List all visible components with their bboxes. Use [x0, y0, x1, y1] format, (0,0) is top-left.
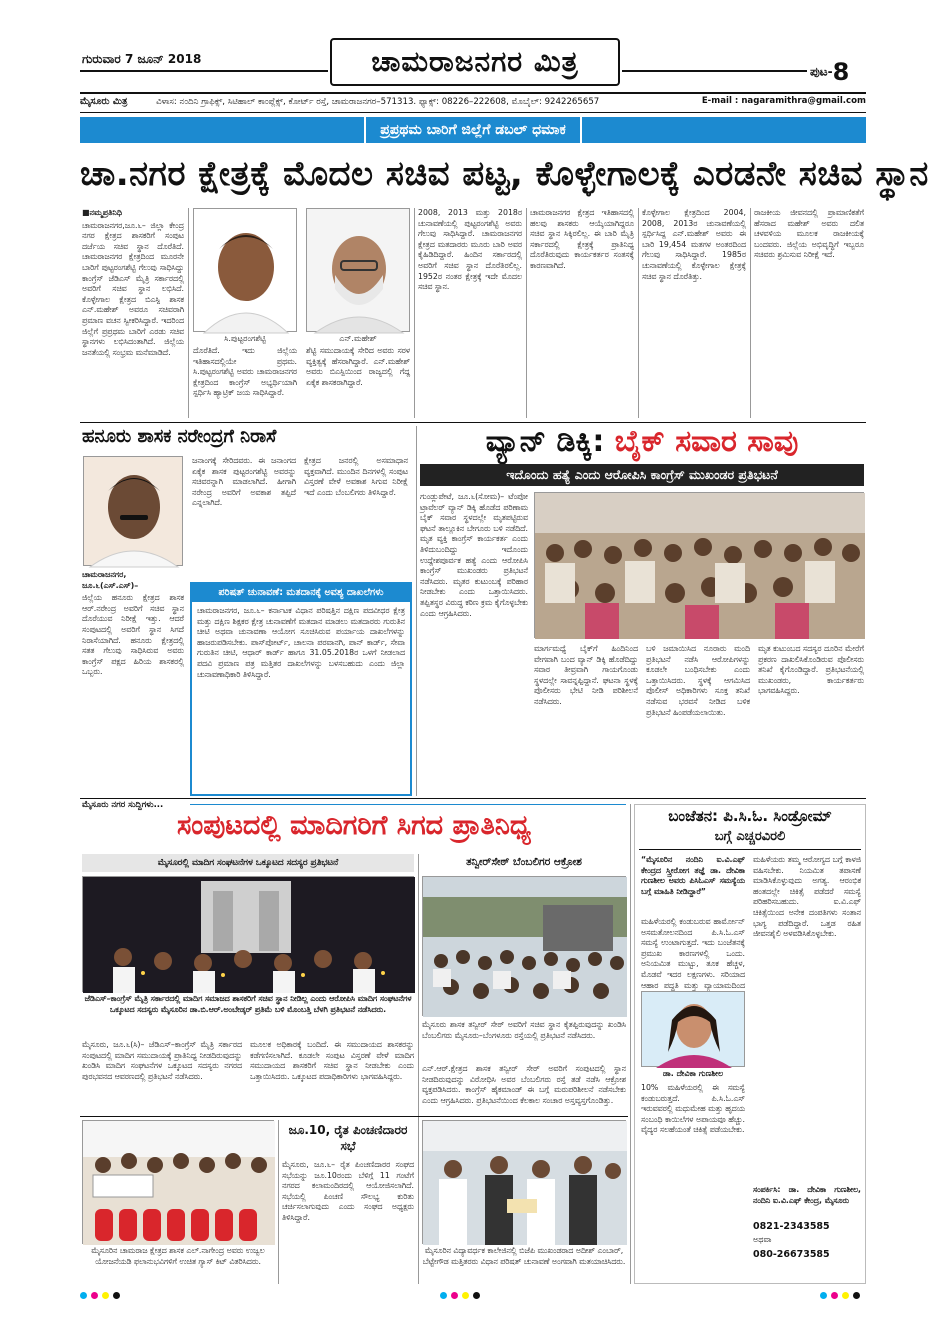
rally-text: ಮೈಸೂರು, ಜೂ.೬– ರೈತ ಪಿಂಚಣಿದಾರರ ಸಂಘದ ಸಭೆಯನ್ನು ಜೂ.10ರಂದು ಬೆಳಿಗ್ಗೆ 11 ಗಂಟೆಗೆ ನಗರದ ಕಲಾಮಂದಿರದಲ್ಲಿ ಆಯೋಜಿಸಲಾಗಿದೆ. ಸಭೆಯಲ್ಲಿ ಪಿಂಚಣಿ ಸೌಲಭ್ಯ ಕುರಿತು ಚರ್ಚಿಸಲಾಗುವುದು ಎಂದು ಸಂಘದ ಅಧ್ಯಕ್ಷರು ತಿಳಿಸಿದ್ದಾರೆ.: [282, 1160, 414, 1222]
tanveer-protest-photo: [422, 876, 626, 1016]
section-col-rule: [278, 1120, 279, 1284]
tanveer-headline: ತನ್ವೀರ್‌ಸೇಠ್ ಬೆಂಬಲಿಗರ ಆಕ್ರೋಶ: [466, 856, 582, 868]
cylinder-distribution-photo-icon: [83, 1121, 275, 1245]
accident-col-3: ಬಳಿ ಜಮಾಯಿಸಿದ ನೂರಾರು ಮಂದಿ ಪ್ರತಿಭಟನೆ ನಡೆಸಿ ಆರೋಪಿಗಳನ್ನು ಕೂಡಲೇ ಬಂಧಿಸಬೇಕು ಎಂದು ಒತ್ತಾಯಿಸಿದರು. ಸ್ಥಳಕ್ಕೆ ಆಗಮಿಸಿದ ಪೊಲೀಸ್ ಅಧಿಕಾರಿಗಳು ಸೂಕ್ತ ತನಿಖೆ ನಡೆಸುವ ಭರವಸೆ ನೀಡಿದ ಬಳಿಕ ಪ್ರತಿಭಟನೆ ಹಿಂಪಡೆಯಲಾಯಿತು.: [646, 644, 750, 717]
lead-headline: ಚಾ.ನಗರ ಕ್ಷೇತ್ರಕ್ಕೆ ಮೊದಲ ಸಚಿವ ಪಟ್ಟ, ಕೊಳ್ಳೇಗಾಲಕ್ಕೆ ಎರಡನೇ ಸಚಿವ ಸ್ಥಾನ: [80, 154, 929, 194]
hanur-col-2: ಜನಾಂಗಕ್ಕೆ ಸೇರಿದವರು. ಈ ಜನಾಂಗದ ಏಕೈಕ ಶಾಸಕ ಪುಟ್ಟರಂಗಶೆಟ್ಟಿ ಅವರನ್ನು ಸಚಿವರನ್ನಾಗಿ ಮಾಡಲಾಗಿದೆ. ಹೀಗಾಗಿ ನರೇಂದ್ರ ಅವರಿಗೆ ಅವಕಾಶ ತಪ್ಪಿದೆ ಎನ್ನಲಾಗಿದೆ.: [192, 456, 296, 508]
minister-photo-2-caption: ಎನ್.ಮಹೇಶ್: [339, 334, 377, 343]
pcos-phone-1: 0821-2343585: [753, 1221, 830, 1232]
address-bar: [80, 96, 866, 110]
section-col-rule: [418, 854, 419, 1284]
registration-marks-right: [820, 1292, 864, 1302]
gas-kit-photo: [82, 1120, 274, 1244]
doctor-portrait-icon: [642, 992, 746, 1068]
protest-photo: [534, 492, 864, 638]
lead-kicker: ಪ್ರಪ್ರಥಮ ಬಾರಿಗೆ ಜಿಲ್ಲೆಗೆ ಡಬಲ್ ಧಮಾಕ: [80, 117, 866, 143]
pcos-subtitle: ಬಗ್ಗೆ ಎಚ್ಚರವಿರಲಿ: [714, 829, 786, 844]
registration-marks-left: [80, 1292, 124, 1302]
city-news-tag: ಮೈಸೂರು ನಗರ ಸುದ್ದಿಗಳು...: [82, 800, 164, 810]
section-divider: [80, 1116, 628, 1117]
lead-col-1: ■ನಮ್ಮಪ್ರತಿನಿಧಿ ಚಾಮರಾಜನಗರ,ಜೂ.೬– ಜಿಲ್ಲಾ ಕೇಂದ್ರ ನಗರ ಕ್ಷೇತ್ರದ ಶಾಸಕರಿಗೆ ಸಂಪುಟ ದರ್ಜೆಯ ಸಚಿವ ಸ್ಥಾನ ದೊರೆತಿದೆ. ಚಾಮರಾಜನಗರ ಕ್ಷೇತ್ರದಿಂದ ಮೂರನೇ ಬಾರಿಗೆ ಪುಟ್ಟರಂಗಶೆಟ್ಟಿ ಗೆಲುವು ಸಾಧಿಸಿದ್ದು ಕಾಂಗ್ರೆಸ್ ಜೆಡಿಎಸ್ ಮೈತ್ರಿ ಸರ್ಕಾರದಲ್ಲಿ ಅವರಿಗೆ ಸಚಿವ ಸ್ಥಾನ ಲಭಿಸಿದೆ. ಕೊಳ್ಳೇಗಾಲ ಕ್ಷೇತ್ರದ ಬಿಎಸ್ಪಿ ಶಾಸಕ ಎನ್.ಮಹೇಶ್ ಅವರೂ ಸಚಿವರಾಗಿ ಪ್ರಮಾಣ ವಚನ ಸ್ವೀಕರಿಸಿದ್ದಾರೆ. ಇದರಿಂದ ಜಿಲ್ಲೆಗೆ ಪ್ರಪ್ರಥಮ ಬಾರಿಗೆ ಎರಡು ಸಚಿವ ಸ್ಥಾನಗಳು ಲಭಿಸಿದಂತಾಗಿದೆ. ಜಿಲ್ಲೆಯ ಜನತೆಯಲ್ಲಿ ಸಂಭ್ರಮ ಮನೆಮಾಡಿದೆ.: [82, 208, 184, 357]
pcos-col-1: ಮಹಿಳೆಯರಲ್ಲಿ ಕಂಡುಬರುವ ಹಾರ್ಮೋನ್ ಅಸಮತೋಲನದಿಂದ ಪಿ.ಸಿ.ಓ.ಎಸ್ ಸಮಸ್ಯೆ ಉಂಟಾಗುತ್ತದೆ. ಇದು ಬಂಜೆತನಕ್ಕೆ ಪ್ರಮುಖ ಕಾರಣಗಳಲ್ಲಿ ಒಂದು. ಅನಿಯಮಿತ ಮುಟ್ಟು, ತೂಕ ಹೆಚ್ಚಳ, ಮೊಡವೆ ಇದರ ಲಕ್ಷಣಗಳು. ಸರಿಯಾದ ಆಹಾರ ಪದ್ಧತಿ ಮತ್ತು ವ್ಯಾಯಾಮದಿಂದ: [641, 917, 745, 990]
night-vigil-photo-icon: [83, 877, 415, 993]
lead-col-rule: [638, 208, 639, 418]
doctor-photo: [641, 991, 745, 1067]
college-caption: ಮೈಸೂರಿನ ವಿದ್ಯಾವರ್ಧಕ ಕಾಲೇಜಿನಲ್ಲಿ ಬಿಜೆಪಿ ಮುಖಂಡರಾದ ಅದೀಶ್ ಎಂಬಾರ್, ಬೆಟ್ಟೇಗೌಡ ಮತ್ತಿತರರು ವಿಧಾನ ಪರಿಷತ್ ಚುನಾವಣೆ ಅಂಗವಾಗಿ ಮತಯಾಚಿಸಿದರು.: [422, 1246, 626, 1266]
lead-col-3: ಶೆಟ್ಟಿ ಸಮುದಾಯಕ್ಕೆ ಸೇರಿದ ಅವರು ಸರಳ ವ್ಯಕ್ತಿತ್ವಕ್ಕೆ ಹೆಸರಾಗಿದ್ದಾರೆ. ಎನ್.ಮಹೇಶ್ ಅವರು ಬಿಎಸ್ಪಿಯಿಂದ ರಾಜ್ಯದಲ್ಲಿ ಗೆದ್ದ ಏಕೈಕ ಶಾಸಕರಾಗಿದ್ದಾರೆ.: [306, 346, 410, 387]
pcos-col-2: ಮಹಿಳೆಯರು ತಮ್ಮ ಆರೋಗ್ಯದ ಬಗ್ಗೆ ಕಾಳಜಿ ವಹಿಸಬೇಕು. ನಿಯಮಿತ ತಪಾಸಣೆ ಮಾಡಿಸಿಕೊಳ್ಳುವುದು ಅಗತ್ಯ. ಆರಂಭಿಕ ಹಂತದಲ್ಲೇ ಚಿಕಿತ್ಸೆ ಪಡೆದರೆ ಸಮಸ್ಯೆ ಪರಿಹರಿಸಬಹುದು. ಐ.ವಿ.ಎಫ್ ಚಿಕಿತ್ಸೆಯಿಂದ ಅನೇಕ ದಂಪತಿಗಳು ಸಂತಾನ ಭಾಗ್ಯ ಪಡೆದಿದ್ದಾರೆ. ಒತ್ತಡ ರಹಿತ ಜೀವನಶೈಲಿ ಅಳವಡಿಸಿಕೊಳ್ಳಬೇಕು.: [753, 855, 861, 939]
accident-col-1: ಗುಂಡ್ಲುಪೇಟೆ, ಜೂ.೬(ಸೋಮ)– ಟೆಂಪೋ ಟ್ರಾವೆಲರ್ ವ್ಯಾನ್ ಡಿಕ್ಕಿ ಹೊಡೆದ ಪರಿಣಾಮ ಬೈಕ್ ಸವಾರ ಸ್ಥಳದಲ್ಲೇ ಮೃತಪಟ್ಟಿರುವ ಘಟನೆ ತಾಲ್ಲೂಕಿನ ಬೇಗೂರು ಬಳಿ ನಡೆದಿದೆ. ಮೃತ ವ್ಯಕ್ತಿ ಕಾಂಗ್ರೆಸ್ ಕಾರ್ಯಕರ್ತ ಎಂದು ತಿಳಿದುಬಂದಿದ್ದು ಇದೊಂದು ಉದ್ದೇಶಪೂರ್ವಕ ಹತ್ಯೆ ಎಂದು ಆರೋಪಿಸಿ ಕಾಂಗ್ರೆಸ್ ಮುಖಂಡರು ಪ್ರತಿಭಟನೆ ನಡೆಸಿದರು. ಮೃತರ ಕುಟುಂಬಕ್ಕೆ ಪರಿಹಾರ ನೀಡಬೇಕು ಎಂದು ಒತ್ತಾಯಿಸಿದರು. ತಪ್ಪಿತಸ್ಥರ ವಿರುದ್ಧ ಕಠಿಣ ಕ್ರಮ ಕೈಗೊಳ್ಳಬೇಕು ಎಂದು ಆಗ್ರಹಿಸಿದರು.: [420, 492, 528, 618]
portrait-icon: [84, 457, 184, 567]
masthead-rule-right: [622, 70, 807, 72]
lead-col-rule: [414, 208, 415, 418]
accident-subhead: ಇದೊಂದು ಹತ್ಯೆ ಎಂದು ಆರೋಪಿಸಿ ಕಾಂಗ್ರೆಸ್ ಮುಖಂಡರ ಪ್ರತಿಭಟನೆ: [420, 464, 864, 486]
lead-col-6: ಕೊಳ್ಳೇಗಾಲ ಕ್ಷೇತ್ರದಿಂದ 2004, 2008, 2013ರ ಚುನಾವಣೆಯಲ್ಲಿ ಸ್ಪರ್ಧಿಸಿದ್ದ ಎನ್.ಮಹೇಶ್ ಅವರು ಈ ಬಾರಿ 19,454 ಮತಗಳ ಅಂತರದಿಂದ ಗೆಲುವು ಸಾಧಿಸಿದ್ದಾರೆ. 1985ರ ಚುನಾವಣೆಯಲ್ಲಿ ಕೊಳ್ಳೇಗಾಲ ಕ್ಷೇತ್ರಕ್ಕೆ ಸಚಿವ ಸ್ಥಾನ ದೊರೆತಿತ್ತು.: [642, 208, 746, 281]
madiga-col-1: ಮೈಸೂರು, ಜೂ.೬(ಸಿ)– ಜೆಡಿಎಸ್–ಕಾಂಗ್ರೆಸ್ ಮೈತ್ರಿ ಸರ್ಕಾರದ ಸಂಪುಟದಲ್ಲಿ ಮಾದಿಗ ಸಮುದಾಯಕ್ಕೆ ಪ್ರಾತಿನಿಧ್ಯ ನೀಡದಿರುವುದನ್ನು ಖಂಡಿಸಿ ಮಾದಿಗ ಸಂಘಟನೆಗಳ ಒಕ್ಕೂಟದ ಸದಸ್ಯರು ನಗರದ ಪುರಭವನದ ಆವರಣದಲ್ಲಿ ಪ್ರತಿಭಟನೆ ನಡೆಸಿದರು.: [82, 1040, 242, 1081]
madiga-col-2: ಮೂಲಕ ಅಧಿಕಾರಕ್ಕೆ ಬಂದಿದೆ. ಈ ಸಮುದಾಯದ ಶಾಸಕರನ್ನು ಕಡೆಗಣಿಸಲಾಗಿದೆ. ಕೂಡಲೇ ಸಂಪುಟ ವಿಸ್ತರಣೆ ವೇಳೆ ಮಾದಿಗ ಸಮುದಾಯದ ಶಾಸಕರಿಗೆ ಸಚಿವ ಸ್ಥಾನ ನೀಡಬೇಕು ಎಂದು ಒತ್ತಾಯಿಸಿದರು. ಒಕ್ಕೂಟದ ಪದಾಧಿಕಾರಿಗಳು ಭಾಗವಹಿಸಿದ್ದರು.: [250, 1040, 414, 1081]
lead-col-2: ದೊರೆತಿದೆ. ಇದು ಜಿಲ್ಲೆಯ ಇತಿಹಾಸದಲ್ಲಿಯೇ ಪ್ರಥಮ. ಸಿ.ಪುಟ್ಟರಂಗಶೆಟ್ಟಿ ಅವರು ಚಾಮರಾಜನಗರ ಕ್ಷೇತ್ರದಿಂದ ಕಾಂಗ್ರೆಸ್ ಅಭ್ಯರ್ಥಿಯಾಗಿ ಸ್ಪರ್ಧಿಸಿ ಹ್ಯಾಟ್ರಿಕ್ ಜಯ ಸಾಧಿಸಿದ್ದಾರೆ.: [193, 346, 297, 398]
lead-col-rule: [526, 208, 527, 418]
gas-kit-caption: ಮೈಸೂರಿನ ಚಾಮರಾಜ ಕ್ಷೇತ್ರದ ಶಾಸಕ ಎಲ್.ನಾಗೇಂದ್ರ ಅವರು ಉಜ್ವಲ ಯೋಜನೆಯಡಿ ಫಲಾನುಭವಿಗಳಿಗೆ ಉಚಿತ ಗ್ಯಾಸ್ ಕಿಟ್ ವಿತರಿಸಿದರು.: [91, 1246, 265, 1266]
address-divider: [80, 112, 866, 113]
madiga-photo-caption: ಜೆಡಿಎಸ್–ಕಾಂಗ್ರೆಸ್ ಮೈತ್ರಿ ಸರ್ಕಾರದಲ್ಲಿ ಮಾದಿಗ ಸಮಾಜದ ಶಾಸಕರಿಗೆ ಸಚಿವ ಸ್ಥಾನ ನೀಡಿಲ್ಲ ಎಂದು ಆರೋಪಿಸಿ ಮಾದಿಗ ಸಂಘಟನೆಗಳ ಒಕ್ಕೂಟದ ಸದಸ್ಯರು ಮೈಸೂರಿನ ಡಾ.ಬಿ.ಆರ್.ಅಂಬೇಡ್ಕರ್ ಪ್ರತಿಮೆ ಬಳಿ ಮೊಂಬತ್ತಿ ಬೆಳಗಿ ಪ್ರತಿಭಟನೆ ನಡೆಸಿದರು.: [84, 994, 412, 1014]
lead-col-rule: [750, 208, 751, 418]
city-news-rule: [190, 804, 626, 805]
section-divider: [80, 422, 866, 423]
lead-col-4: 2008, 2013 ಮತ್ತು 2018ರ ಚುನಾವಣೆಯಲ್ಲಿ ಪುಟ್ಟರಂಗಶೆಟ್ಟಿ ಅವರು ಗೆಲುವು ಸಾಧಿಸಿದ್ದಾರೆ. ಚಾಮರಾಜನಗರ ಕ್ಷೇತ್ರದ ಮತದಾರರು ಮೂರು ಬಾರಿ ಅವರ ಕೈಹಿಡಿದಿದ್ದಾರೆ. ಹಿಂದಿನ ಸರ್ಕಾರದಲ್ಲಿ ಅವರಿಗೆ ಸಚಿವ ಸ್ಥಾನ ದೊರೆತಿರಲಿಲ್ಲ. 1952ರ ನಂತರ ಕ್ಷೇತ್ರಕ್ಕೆ ಇದೇ ಮೊದಲ ಸಚಿವ ಸ್ಥಾನ.: [418, 208, 522, 292]
madiga-headline: ಸಂಪುಟದಲ್ಲಿ ಮಾದಿಗರಿಗೆ ಸಿಗದ ಪ್ರಾತಿನಿಧ್ಯ: [176, 810, 532, 841]
pcos-title: ಬಂಜೆತನ: ಪಿ.ಸಿ.ಓ. ಸಿಂಡ್ರೋಮ್: [668, 807, 832, 825]
pcos-phone-2: 080-26673585: [753, 1249, 830, 1260]
email-address: E-mail : nagaramithra@gmail.com: [701, 96, 866, 106]
accident-col-2: ಮಾರ್ಗಮಧ್ಯೆ ಬೈಕ್‌ಗೆ ಹಿಂದಿನಿಂದ ವೇಗವಾಗಿ ಬಂದ ವ್ಯಾನ್ ಡಿಕ್ಕಿ ಹೊಡೆದಿದ್ದು ಸವಾರ ತೀವ್ರವಾಗಿ ಗಾಯಗೊಂಡು ಸ್ಥಳದಲ್ಲೇ ಸಾವನ್ನಪ್ಪಿದ್ದಾನೆ. ಘಟನಾ ಸ್ಥಳಕ್ಕೆ ಪೊಲೀಸರು ಭೇಟಿ ನೀಡಿ ಪರಿಶೀಲನೆ ನಡೆಸಿದರು.: [534, 644, 638, 706]
masthead-rule-left: [80, 70, 328, 72]
section-divider: [80, 798, 866, 799]
madiga-protest-photo: [82, 876, 414, 992]
lead-col-5: ಚಾಮರಾಜನಗರ ಕ್ಷೇತ್ರದ ಇತಿಹಾಸದಲ್ಲಿ ಹಲವು ಶಾಸಕರು ಆಯ್ಕೆಯಾಗಿದ್ದರೂ ಸಚಿವ ಸ್ಥಾನ ಸಿಕ್ಕಿರಲಿಲ್ಲ. ಈ ಬಾರಿ ಮೈತ್ರಿ ಸರ್ಕಾರದಲ್ಲಿ ಕ್ಷೇತ್ರಕ್ಕೆ ಪ್ರಾತಿನಿಧ್ಯ ದೊರೆತಿರುವುದು ಕಾರ್ಯಕರ್ತರ ಸಂತಸಕ್ಕೆ ಕಾರಣವಾಗಿದೆ.: [530, 208, 634, 270]
rally-headline: ಜೂ.10, ರೈತ ಪಿಂಚಣಿದಾರರ ಸಭೆ: [288, 1123, 408, 1153]
pcos-col-3: 10% ಮಹಿಳೆಯರಲ್ಲಿ ಈ ಸಮಸ್ಯೆ ಕಂಡುಬರುತ್ತದೆ. ಪಿ.ಸಿ.ಓ.ಎಸ್ ಇರುವವರಲ್ಲಿ ಮಧುಮೇಹ ಮತ್ತು ಹೃದಯ ಸಂಬಂಧಿ ಕಾಯಿಲೆಗಳ ಅಪಾಯವೂ ಹೆಚ್ಚು. ವೈದ್ಯರ ಸಲಹೆಯಂತೆ ಚಿಕಿತ್ಸೆ ಪಡೆಯಬೇಕು.: [641, 1083, 745, 1135]
issue-date: ಗುರುವಾರ 7 ಜೂನ್ 2018: [82, 52, 202, 66]
section-col-rule: [416, 426, 417, 796]
tanveer-text: ಎನ್.ಆರ್.ಕ್ಷೇತ್ರದ ಶಾಸಕ ತನ್ವೀರ್ ಸೇಠ್ ಅವರಿಗೆ ಸಂಪುಟದಲ್ಲಿ ಸ್ಥಾನ ನೀಡದಿರುವುದನ್ನು ವಿರೋಧಿಸಿ ಅವರ ಬೆಂಬಲಿಗರು ರಸ್ತೆ ತಡೆ ನಡೆಸಿ ಆಕ್ರೋಶ ವ್ಯಕ್ತಪಡಿಸಿದರು. ಕಾಂಗ್ರೆಸ್ ಹೈಕಮಾಂಡ್ ಈ ಬಗ್ಗೆ ಮರುಪರಿಶೀಲನೆ ನಡೆಸಬೇಕು ಎಂದು ಆಗ್ರಹಿಸಿದರು. ಪ್ರತಿಭಟನೆಯಿಂದ ಕೆಲಕಾಲ ಸಂಚಾರ ಅಸ್ತವ್ಯಸ್ತಗೊಂಡಿತ್ತು.: [422, 1064, 626, 1105]
election-notice-title: ಪರಿಷತ್ ಚುನಾವಣೆ: ಮತದಾನಕ್ಕೆ ಅವಶ್ಯ ದಾಖಲೆಗಳು: [192, 584, 410, 602]
minister-photo-1: [193, 208, 297, 332]
campaign-photo-icon: [423, 1121, 627, 1245]
pcos-quote: “ಮೈಸೂರಿನ ನಂದಿನಿ ಐ.ವಿ.ಎಫ್ ಕೇಂದ್ರದ ಸ್ತ್ರೀರೋಗ ತಜ್ಞೆ ಡಾ. ದೇವಿಕಾ ಗುಣಶೀಲ ಅವರು ಪಿಸಿಓಎಸ್ ಸಮಸ್ಯೆಯ ಬಗ್ಗೆ ಮಾಹಿತಿ ನೀಡಿದ್ದಾರೆ”: [641, 855, 745, 896]
page-number: ಪುಟ-8: [810, 58, 850, 86]
hanur-headline: ಹನೂರು ಶಾಸಕ ನರೇಂದ್ರಗೆ ನಿರಾಸೆ: [82, 426, 277, 447]
minister-photo-2: [306, 208, 410, 332]
portrait-icon: [307, 209, 411, 333]
college-campaign-photo: [422, 1120, 626, 1244]
mla-photo: [83, 456, 183, 566]
address-text: ವಿಳಾಸ: ನಂದಿನಿ ಗ್ರಾಫಿಕ್ಸ್, ಸಿಟಿಹಾಲ್ ಕಾಂಪ್ಲೆಕ್ಸ್, ಕೋರ್ಟ್ ರಸ್ತೆ, ಚಾಮರಾಜನಗರ–571313. ಫ್ಯಾಕ್ಸ್: 08226–222608, ಮೊಬೈಲ್: 9242265657: [156, 97, 600, 107]
portrait-icon: [194, 209, 298, 333]
crowd-photo-icon: [535, 493, 865, 639]
hanur-col-3: ಕ್ಷೇತ್ರದ ಜನರಲ್ಲಿ ಅಸಮಾಧಾನ ವ್ಯಕ್ತವಾಗಿದೆ. ಮುಂದಿನ ದಿನಗಳಲ್ಲಿ ಸಂಪುಟ ವಿಸ್ತರಣೆ ವೇಳೆ ಅವಕಾಶ ಸಿಗುವ ನಿರೀಕ್ಷೆ ಇದೆ ಎಂದು ಬೆಂಬಲಿಗರು ತಿಳಿಸಿದ್ದಾರೆ.: [304, 456, 408, 497]
lead-col-rule: [188, 208, 189, 418]
sister-brand: ಮೈಸೂರು ಮಿತ್ರ: [80, 96, 128, 107]
doctor-caption: ಡಾ. ದೇವಿಕಾ ಗುಣಶೀಲ: [662, 1069, 724, 1078]
pcos-contact: ಸಂಪರ್ಕಿಸಿ: ಡಾ. ದೇವಿಕಾ ಗುಣಶೀಲ, ನಂದಿನಿ ಐ.ವಿ.ಎಫ್ ಕೇಂದ್ರ, ಮೈಸೂರು: [753, 1185, 861, 1205]
section-col-rule: [630, 804, 631, 1284]
masthead-title: ಚಾಮರಾಜನಗರ ಮಿತ್ರ: [330, 38, 620, 86]
election-notice-text: ಚಾಮರಾಜನಗರ, ಜೂ.೬– ಕರ್ನಾಟಕ ವಿಧಾನ ಪರಿಷತ್ತಿನ ದಕ್ಷಿಣ ಪದವೀಧರ ಕ್ಷೇತ್ರ ಮತ್ತು ದಕ್ಷಿಣ ಶಿಕ್ಷಕರ ಕ್ಷೇತ್ರ ಚುನಾವಣೆಗೆ ಮತದಾನ ಮಾಡಲು ಮತದಾರರು ಗುರುತಿನ ಚೀಟಿ ಅಥವಾ ಚುನಾವಣಾ ಆಯೋಗ ಸೂಚಿಸಿರುವ ಪರ್ಯಾಯ ದಾಖಲೆಗಳನ್ನು ಹಾಜರುಪಡಿಸಬೇಕು. ಪಾಸ್‌ಪೋರ್ಟ್, ಚಾಲನಾ ಪರವಾನಗಿ, ಪಾನ್ ಕಾರ್ಡ್, ಸೇವಾ ಗುರುತಿನ ಚೀಟಿ, ಆಧಾರ್ ಕಾರ್ಡ್ ಹಾಗೂ 31.05.2018ರ ಒಳಗೆ ನೀಡಲಾದ ಪದವಿ ಪ್ರಮಾಣ ಪತ್ರ ಮತ್ತಿತರ ದಾಖಲೆಗಳನ್ನು ಬಳಸಬಹುದು ಎಂದು ಜಿಲ್ಲಾ ಚುನಾವಣಾಧಿಕಾರಿ ತಿಳಿಸಿದ್ದಾರೆ.: [197, 606, 405, 679]
road-protest-photo-icon: [423, 877, 627, 1017]
madiga-subhead: ಮೈಸೂರಲ್ಲಿ ಮಾದಿಗ ಸಂಘಟನೆಗಳ ಒಕ್ಕೂಟದ ಸದಸ್ಯರ ಪ್ರತಿಭಟನೆ: [82, 854, 414, 872]
minister-photo-1-caption: ಸಿ.ಪುಟ್ಟರಂಗಶೆಟ್ಟಿ: [224, 334, 266, 343]
lead-col-7: ರಾಜಕೀಯ ಜೀವನದಲ್ಲಿ ಪ್ರಾಮಾಣಿಕತೆಗೆ ಹೆಸರಾದ ಮಹೇಶ್ ಅವರು ದಲಿತ ಚಳವಳಿಯ ಮೂಲಕ ರಾಜಕೀಯಕ್ಕೆ ಬಂದವರು. ಜಿಲ್ಲೆಯ ಅಭಿವೃದ್ಧಿಗೆ ಇಬ್ಬರೂ ಸಚಿವರು ಶ್ರಮಿಸುವ ನಿರೀಕ್ಷೆ ಇದೆ.: [754, 208, 864, 260]
registration-marks-center: [440, 1292, 484, 1302]
pcos-box: [634, 804, 866, 1284]
tanveer-caption: ಮೈಸೂರು ಶಾಸಕ ತನ್ವೀರ್ ಸೇಠ್ ಅವರಿಗೆ ಸಚಿವ ಸ್ಥಾನ ಕೈತಪ್ಪಿರುವುದನ್ನು ಖಂಡಿಸಿ ಬೆಂಬಲಿಗರು ಮೈಸೂರು–ಬೆಂಗಳೂರು ರಸ್ತೆಯಲ್ಲಿ ಪ್ರತಿಭಟನೆ ನಡೆಸಿದರು.: [422, 1020, 626, 1040]
hanur-col-1: ಚಾಮರಾಜನಗರ, ಜೂ.೬(ಎಸ್.ಎಸ್)– ಜಿಲ್ಲೆಯ ಹನೂರು ಕ್ಷೇತ್ರದ ಶಾಸಕ ಆರ್.ನರೇಂದ್ರ ಅವರಿಗೆ ಸಚಿವ ಸ್ಥಾನ ದೊರೆಯುವ ನಿರೀಕ್ಷೆ ಇತ್ತು. ಆದರೆ ಸಂಪುಟದಲ್ಲಿ ಅವರಿಗೆ ಸ್ಥಾನ ಸಿಗದೆ ನಿರಾಸೆಯಾಗಿದೆ. ಹನೂರು ಕ್ಷೇತ್ರದಲ್ಲಿ ಸತತ ಗೆಲುವು ಸಾಧಿಸಿರುವ ಅವರು ಕಾಂಗ್ರೆಸ್ ಪಕ್ಷದ ಹಿರಿಯ ಶಾಸಕರಲ್ಲಿ ಒಬ್ಬರು.: [82, 570, 184, 677]
pcos-phone-or: ಅಥವಾ: [753, 1235, 772, 1244]
masthead-divider: [80, 92, 866, 94]
accident-col-4: ಮೃತ ಕುಟುಂಬದ ಸದಸ್ಯರ ದೂರಿನ ಮೇರೆಗೆ ಪ್ರಕರಣ ದಾಖಲಿಸಿಕೊಂಡಿರುವ ಪೊಲೀಸರು ತನಿಖೆ ಕೈಗೊಂಡಿದ್ದಾರೆ. ಪ್ರತಿಭಟನೆಯಲ್ಲಿ ಮುಖಂಡರು, ಕಾರ್ಯಕರ್ತರು ಭಾಗವಹಿಸಿದ್ದರು.: [758, 644, 864, 696]
pcos-title-rule: [639, 849, 861, 850]
election-notice-box: [190, 582, 412, 796]
accident-headline: ವ್ಯಾನ್ ಡಿಕ್ಕಿ: ಬೈಕ್ ಸವಾರ ಸಾವು: [485, 424, 799, 459]
